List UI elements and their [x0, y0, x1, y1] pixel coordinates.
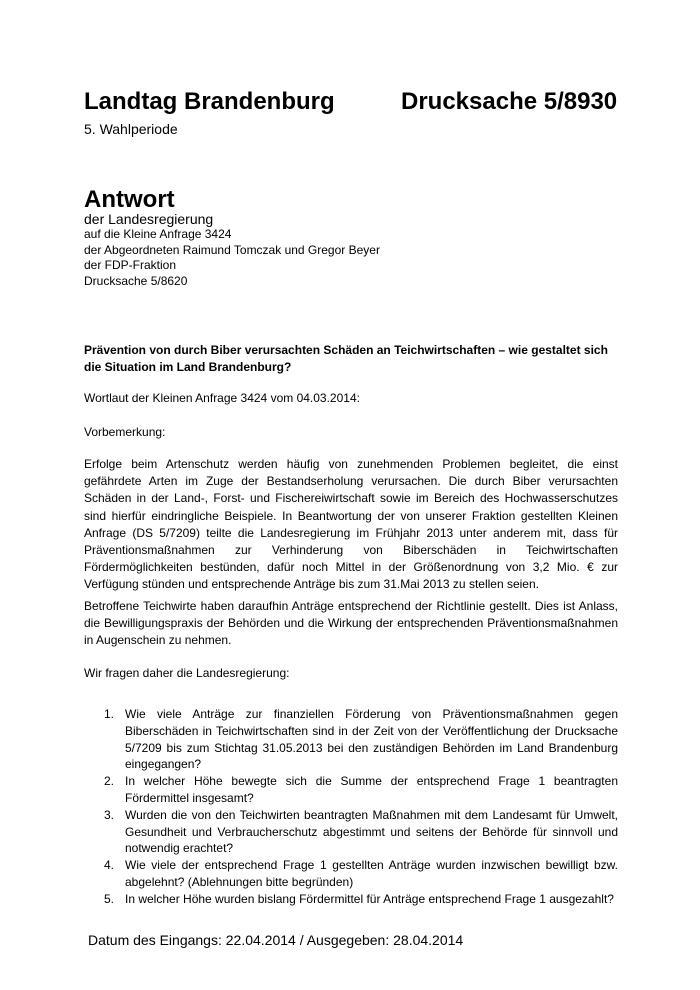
question-text: Wurden die von den Teichwirten beantragten Maßnahmen mit dem Landesamt für Umwelt, Gesundheit und Verbraucherschutz abgestimmt und seitens der Behörde für sinnvoll und notwendig erachtet?	[125, 807, 618, 856]
question-number: 3.	[104, 807, 115, 822]
question-text: Wie viele Anträge zur finanziellen Förderung von Präventionsmaßnahmen gegen Biberschäden in Teichwirtschaften sind in der Zeit von der Veröffentlichung der Drucksache 5/7209 bis zum Stichtag 31.05.2013 bei den zuständigen Behörden im Land Brandenburg eingegangen?	[125, 707, 618, 772]
antwort-details	[84, 211, 584, 289]
question-text: In welcher Höhe wurden bislang Fördermittel für Anträge entsprechend Frage 1 ausgezahlt?	[125, 891, 614, 906]
antwort-line-drucksache: Drucksache 5/8620	[84, 273, 188, 288]
question-item	[104, 773, 618, 807]
document-title: Landtag Brandenburg	[84, 88, 335, 115]
paragraph: Betroffene Teichwirte haben daraufhin Anträge entsprechend der Richtlinie gestellt. Dies ist Anlass, die Bewilligungspraxis der Behörden und die Wirkung der entsprechenden Präventionsmaßnahmen in Augenschein zu nehmen.	[84, 599, 618, 648]
fragen-intro: Wir fragen daher die Landesregierung:	[84, 666, 290, 680]
paragraph: Erfolge beim Artenschutz werden häufig von zunehmenden Problemen begleitet, die einst gefährdete Arten im Zuge der Bestandserholung verursachen. Die durch Biber verursachten Schäden in der Land-, Forst- und Fischereiwirtschaft sowie im Bereich des Hochwasserschutzes sind hierfür eindringliche Beispiele. In Beantwortung der von unserer Fraktion gestellten Kleinen Anfrage (DS 5/7209) teilte die Landesregierung im Frühjahr 2013 unter anderem mit, dass für Präventionsmaßnahmen zur Verhinderung von Biberschäden in Teichwirtschaften Fördermöglichkeiten bestünden, dafür noch Mittel in der Größenordnung von 3,2 Mio. € zur Verfügung stünden und entsprechende Anträge bis zum 31.Mai 2013 zu stellen seien.	[84, 457, 618, 592]
wahlperiode: 5. Wahlperiode	[84, 121, 178, 137]
drucksache-number: Drucksache 5/8930	[401, 88, 618, 115]
question-number: 4.	[104, 858, 115, 873]
antwort-line-anfrage: auf die Kleine Anfrage 3424	[84, 227, 232, 241]
question-list	[104, 706, 618, 908]
question-number: 2.	[104, 774, 115, 789]
vorbemerkung-heading: Vorbemerkung:	[84, 425, 166, 439]
question-number: 1.	[104, 707, 115, 721]
question-item	[104, 891, 618, 908]
question-item	[104, 706, 618, 773]
question-title: Prävention von durch Biber verursachten Schäden an Teichwirtschaften – wie gestaltet sich die Situation im Land Brandenburg?	[84, 343, 608, 374]
antwort-line-fraktion: der FDP-Fraktion	[84, 258, 177, 272]
question-text: In welcher Höhe bewegte sich die Summe der entsprechend Frage 1 beantragten Fördermittel insgesamt?	[125, 774, 618, 805]
wortlaut-line: Wortlaut der Kleinen Anfrage 3424 vom 04.03.2014:	[84, 391, 360, 405]
antwort-subheading: der Landesregierung	[84, 211, 214, 227]
question-item	[104, 807, 618, 857]
question-text: Wie viele der entsprechend Frage 1 gestellten Anträge wurden inzwischen bewilligt bzw. abgelehnt? (Ablehnungen bitte begründen)	[125, 858, 618, 889]
antwort-line-abgeordnete: der Abgeordneten Raimund Tomczak und Gregor Beyer	[84, 242, 380, 257]
footer-dates: Datum des Eingangs: 22.04.2014 / Ausgegeben: 28.04.2014	[88, 932, 464, 948]
question-number: 5.	[104, 891, 115, 906]
antwort-heading: Antwort	[84, 186, 175, 213]
question-item	[104, 857, 618, 891]
